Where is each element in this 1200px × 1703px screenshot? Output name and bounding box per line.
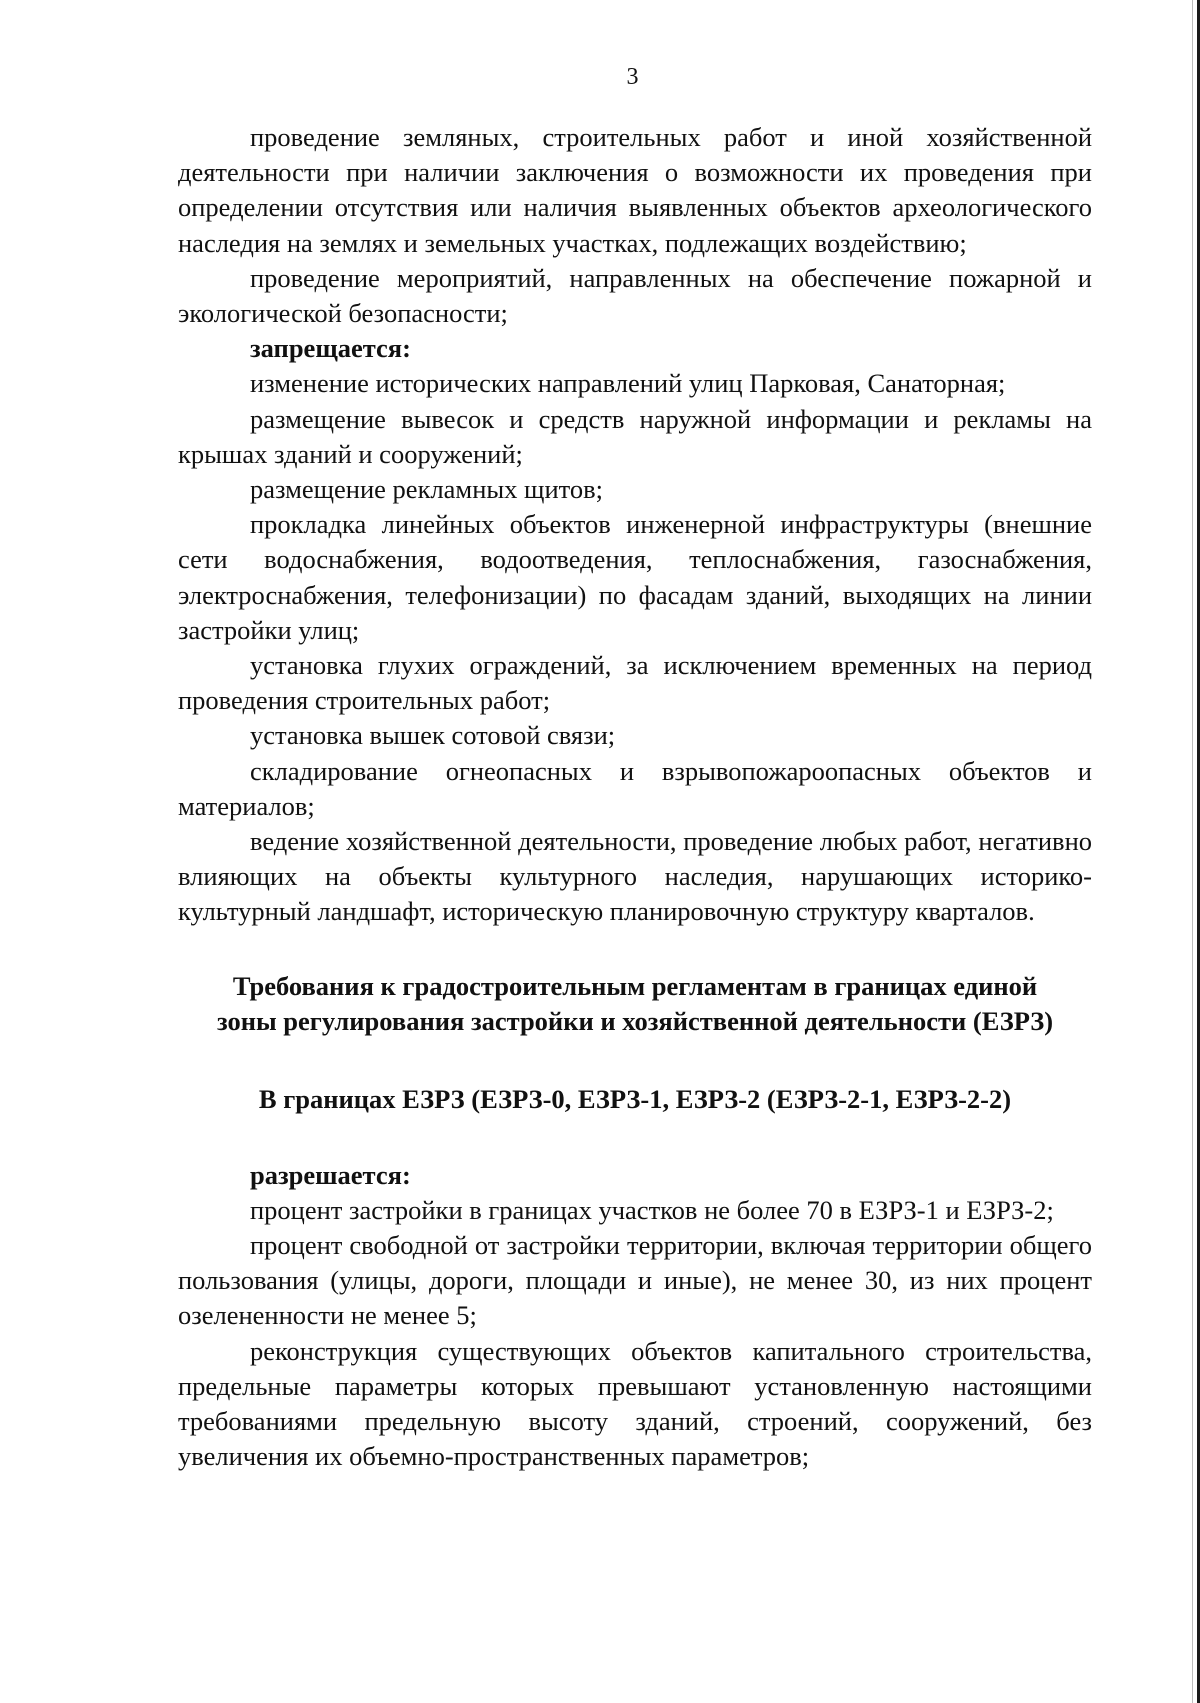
allowed-item: реконструкция существующих объектов капитального строительства, предельные параметры которых превышают установленную настоящими требованиями предельную высоту зданий, строений, сооружений, без увеличения их объемно-пространственных параметров; (178, 1335, 1092, 1472)
paragraph-earthworks: проведение земляных, строительных работ и иной хозяйственной деятельности при наличии заключения о возможности их проведения при определении отсутствия или наличия выявленных объектов археологического наследия на землях и земельных участках, подлежащих воздействию; (178, 122, 1092, 258)
subsection-heading: В границах ЕЗРЗ (ЕЗРЗ-0, ЕЗРЗ-1, ЕЗРЗ-2 (ЕЗРЗ-2-1, ЕЗРЗ-2-2) (258, 1083, 1012, 1114)
prohibited-item: складирование огнеопасных и взрывопожароопасных объектов и материалов; (178, 755, 1092, 821)
prohibited-item: ведение хозяйственной деятельности, проведение любых работ, негативно влияющих на объекты культурного наследия, нарушающих историко-культурный ландшафт, историческую планировочную структуру кварталов. (178, 826, 1092, 927)
prohibited-item: изменение исторических направлений улиц Парковая, Санаторная; (250, 368, 1006, 399)
paragraph-safety-measures: проведение мероприятий, направленных на обеспечение пожарной и экологической безопасности; (178, 262, 1092, 329)
scan-edge-line (1192, 0, 1193, 1703)
prohibited-item: размещение вывесок и средств наружной информации и рекламы на крышах зданий и сооружений; (178, 403, 1092, 469)
prohibited-item: установка глухих ограждений, за исключением временных на период проведения строительных работ; (178, 650, 1092, 716)
spacer (178, 930, 1092, 969)
prohibited-item: установка вышек сотовой связи; (250, 720, 616, 751)
allowed-label: разрешается: (250, 1159, 411, 1190)
prohibited-label: запрещается: (250, 333, 411, 364)
prohibited-item: размещение рекламных щитов; (250, 474, 604, 505)
section-heading-line-1: Требования к градостроительным регламентам в границах единой (232, 970, 1038, 1001)
spacer (178, 1117, 1092, 1158)
allowed-item: процент свободной от застройки территории, включая территории общего пользования (улицы, дороги, площади и иные), не менее 30, из них процент озелененности не менее 5; (178, 1230, 1092, 1331)
allowed-item: процент застройки в границах участков не более 70 в ЕЗРЗ-1 и ЕЗРЗ-2; (250, 1194, 1054, 1225)
prohibited-item: прокладка линейных объектов инженерной инфраструктуры (внешние сети водоснабжения, водоотведения, теплоснабжения, газоснабжения, электроснабжения, телефонизации) по фасадам зданий, выходящих на линии застройки улиц; (178, 509, 1092, 645)
spacer (178, 1039, 1092, 1082)
section-heading-line-2: зоны регулирования застройки и хозяйственной деятельности (ЕЗРЗ) (216, 1005, 1054, 1036)
page-number: 3 (626, 64, 639, 90)
document-body (178, 120, 1092, 1475)
